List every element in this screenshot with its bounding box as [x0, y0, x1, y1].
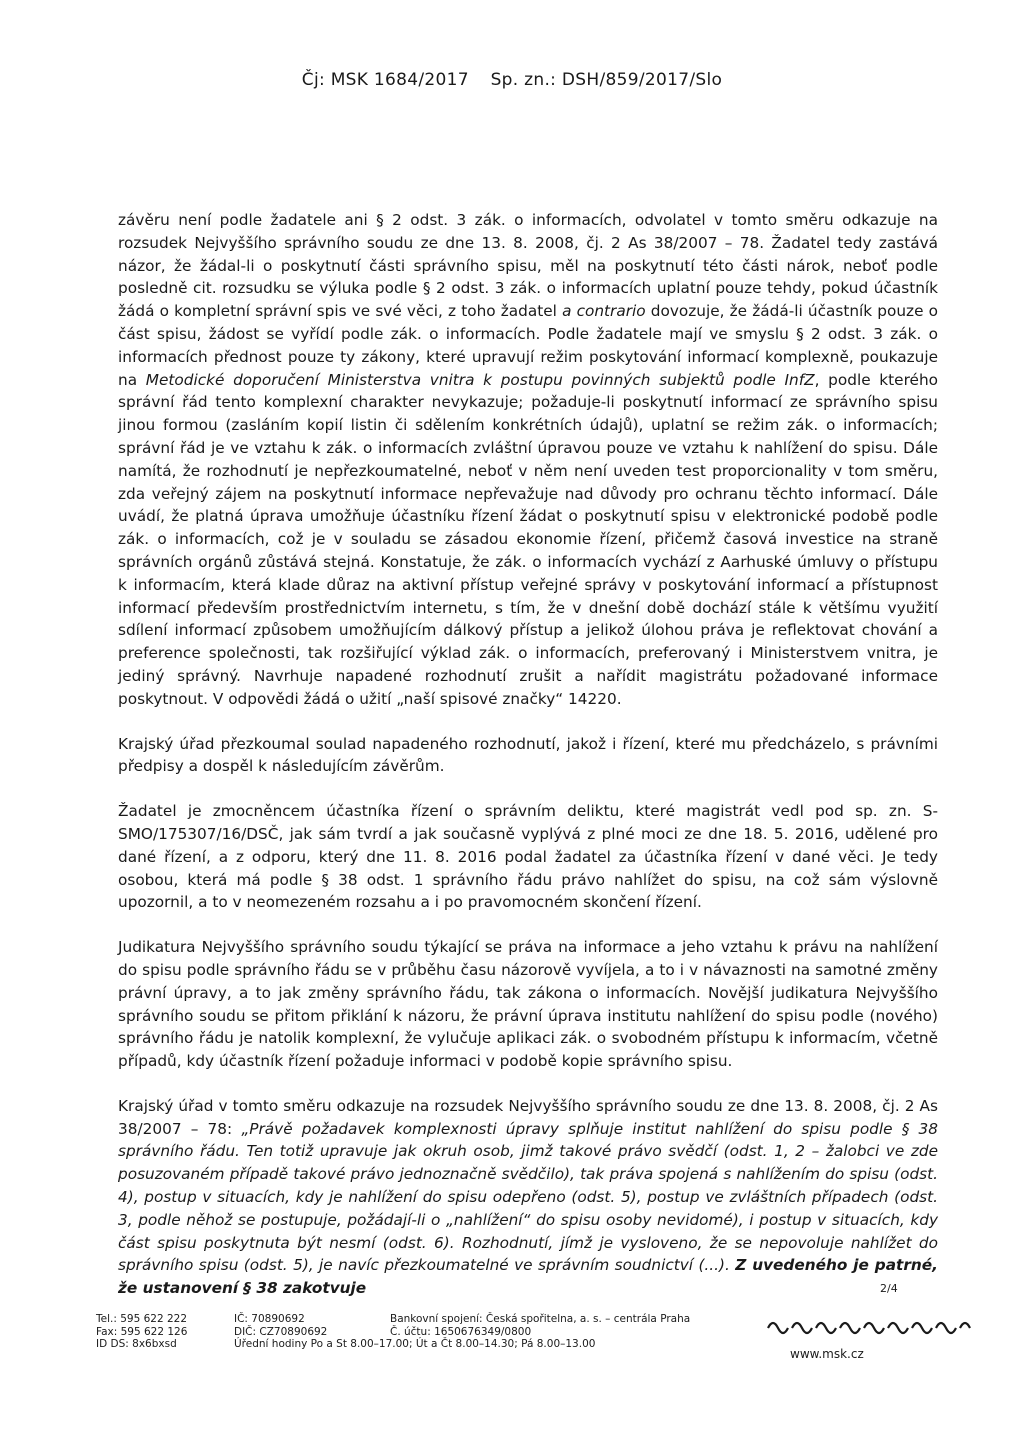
footer-tel: Tel.: 595 622 222: [96, 1313, 188, 1325]
paragraph-citation: Krajský úřad v tomto směru odkazuje na rozsudek Nejvyššího správního soudu ze dne 13. 8. 2008, čj. 2 As 38/2007 – 78: „Právě požadavek komplexnosti úpravy splňuje institut nahlížení do spisu podle § 38 správního řádu. Ten totiž upravuje jak okruh osob, jimž takové právo svědčí (odst. 1, 2 – žalobci ve zde posuzovaném případě takové právo jednoznačně svědčilo), tak práva spojená s nahlížením do spisu (odst. 4), postup v situacích, kdy je nahlížení do spisu odepřeno (odst. 5), postup ve zvláštních případech (odst. 3, podle něhož se postupuje, požádají-li o „nahlížení“ do spisu osoby nevidomé), i postup v situacích, kdy část spisu poskytnuta být nesmí (odst. 6). Rozhodnutí, jímž je vysloveno, že se nepovoluje nahlížet do správního spisu (odst. 5), je navíc přezkoumatelné ve správním soudnictví (...). Z uvedeného je patrné, že ustanovení § 38 zakotvuje: [118, 1096, 939, 1298]
document-body: [118, 209, 938, 1322]
page-number: 2/4: [880, 1282, 898, 1295]
website-link[interactable]: www.msk.cz: [790, 1347, 864, 1361]
footer-bank-name: Bankovní spojení: Česká spořitelna, a. s. – centrála Praha: [390, 1313, 691, 1325]
document-header: [0, 70, 1024, 90]
footer-account: Č. účtu: 1650676349/0800: [390, 1325, 532, 1338]
footer-ic: IČ: 70890692: [234, 1313, 305, 1325]
paragraph-appeal-summary: závěru není podle žadatele ani § 2 odst. 3 zák. o informacích, odvolatel v tomto směru odkazuje na rozsudek Nejvyššího správního soudu ze dne 13. 8. 2008, čj. 2 As 38/2007 – 78. Žadatel tedy zastává názor, že žádal-li o poskytnutí části správního spisu, měl na poskytnutí této části nárok, neboť podle posledně cit. rozsudku se výluka podle § 2 odst. 3 zák. o informacích uplatní pouze tehdy, pokud účastník žádá o kompletní správní spis ve své věci, z toho žadatel a contrario dovozuje, že žádá-li účastník pouze o část spisu, žádost se vyřídí podle zák. o informacích. Podle žadatele mají ve smyslu § 2 odst. 3 zák. o informacích přednost pouze ty zákony, které upravují režim poskytování informací komplexně, poukazuje na Metodické doporučení Ministerstva vnitra k postupu povinných subjektů podle InfZ, podle kterého správní řád tento komplexní charakter nevykazuje; požaduje-li poskytnutí informací ze správního spisu jinou formou (zasláním kopií listin či sdělením konkrétních údajů), uplatní se režim zák. o informacích; správní řád je ve vztahu k zák. o informacích zvláštní úpravou pouze ve vztahu k nahlížení do spisu. Dále namítá, že rozhodnutí je nepřezkoumatelné, neboť v něm není uveden test proporcionality v tom směru, zda veřejný zájem na poskytnutí informace nepřevažuje nad důvody pro ochranu těchto informací. Dále uvádí, že platná úprava umožňuje účastníku řízení žádat o poskytnutí spisu v elektronické podobě podle zák. o informacích, což je v souladu se zásadou ekonomie řízení, přičemž časová investice na straně správních orgánů zůstává stejná. Konstatuje, že zák. o informacích vychází z Aarhuské úmluvy o přístupu k informacím, která klade důraz na aktivní přístup veřejné správy v poskytování informací a přístupnost informací především prostřednictvím internetu, s tím, že v dnešní době dochází stále k většímu využití sdílení informací způsobem umožňujícím dálkový přístup a jelikož úlohou práva je reflektovat chování a preference společnosti, tak rozšiřující výklad zák. o informacích, preferovaný i Ministerstvem vnitra, je jediný správný. Navrhuje napadené rozhodnutí zrušit a nařídit magistrátu požadované informace poskytnout. V odpovědi žádá o užití „naší spisové značky“ 14220.: [118, 211, 938, 708]
region-logo-icon: [764, 1315, 978, 1341]
footer-data-box: ID DS: 8x6bxsd: [96, 1338, 177, 1350]
paragraph-review: Krajský úřad přezkoumal soulad napadeného rozhodnutí, jakož i řízení, které mu předcházelo, s právními předpisy a dospěl k následujícím závěrům.: [118, 734, 938, 776]
footer-contact: [96, 1313, 187, 1351]
paragraph-case-law: Judikatura Nejvyššího správního soudu týkající se práva na informace a jeho vztahu k právu na nahlížení do spisu podle správního řádu se v průběhu času názorově vyvíjela, a to i v návaznosti na samotné změny právní úpravy, a to jak změny správního řádu, tak zákona o informacích. Novější judikatura Nejvyššího správního soudu se přitom přiklání k názoru, že právní úprava institutu nahlížení do spisu podle (nového) správního řádu je natolik komplexní, že vylučuje aplikaci zák. o svobodném přístupu k informacím, včetně případů, kdy účastník řízení požaduje informaci v podobě kopie správního spisu.: [118, 938, 938, 1071]
paragraph-applicant: Žadatel je zmocněncem účastníka řízení o správním deliktu, které magistrát vedl pod sp. zn. S-SMO/175307/16/DSČ, jak sám tvrdí a jak současně vyplývá z plné moci ze dne 18. 5. 2016, udělené pro dané řízení, a z odporu, který dne 11. 8. 2016 podal žadatel za účastníka řízení v dané věci. Je tedy osobou, která má podle § 38 odst. 1 správního řádu právo nahlížet do spisu, na což sám výslovně upozornil, a to v neomezeném rozsahu a i po pravomocném skončení řízení.: [118, 802, 938, 912]
footer-hours: Úřední hodiny Po a St 8.00–17.00; Út a Čt 8.00–14.30; Pá 8.00–13.00: [234, 1338, 596, 1350]
footer-ids: [234, 1313, 327, 1338]
footer-bank: [390, 1313, 690, 1338]
reference-number: Čj: MSK 1684/2017: [301, 70, 469, 90]
file-mark: Sp. zn.: DSH/859/2017/Slo: [490, 70, 723, 90]
footer-dic: DIČ: CZ70890692: [234, 1325, 328, 1338]
footer-fax: Fax: 595 622 126: [96, 1325, 188, 1338]
